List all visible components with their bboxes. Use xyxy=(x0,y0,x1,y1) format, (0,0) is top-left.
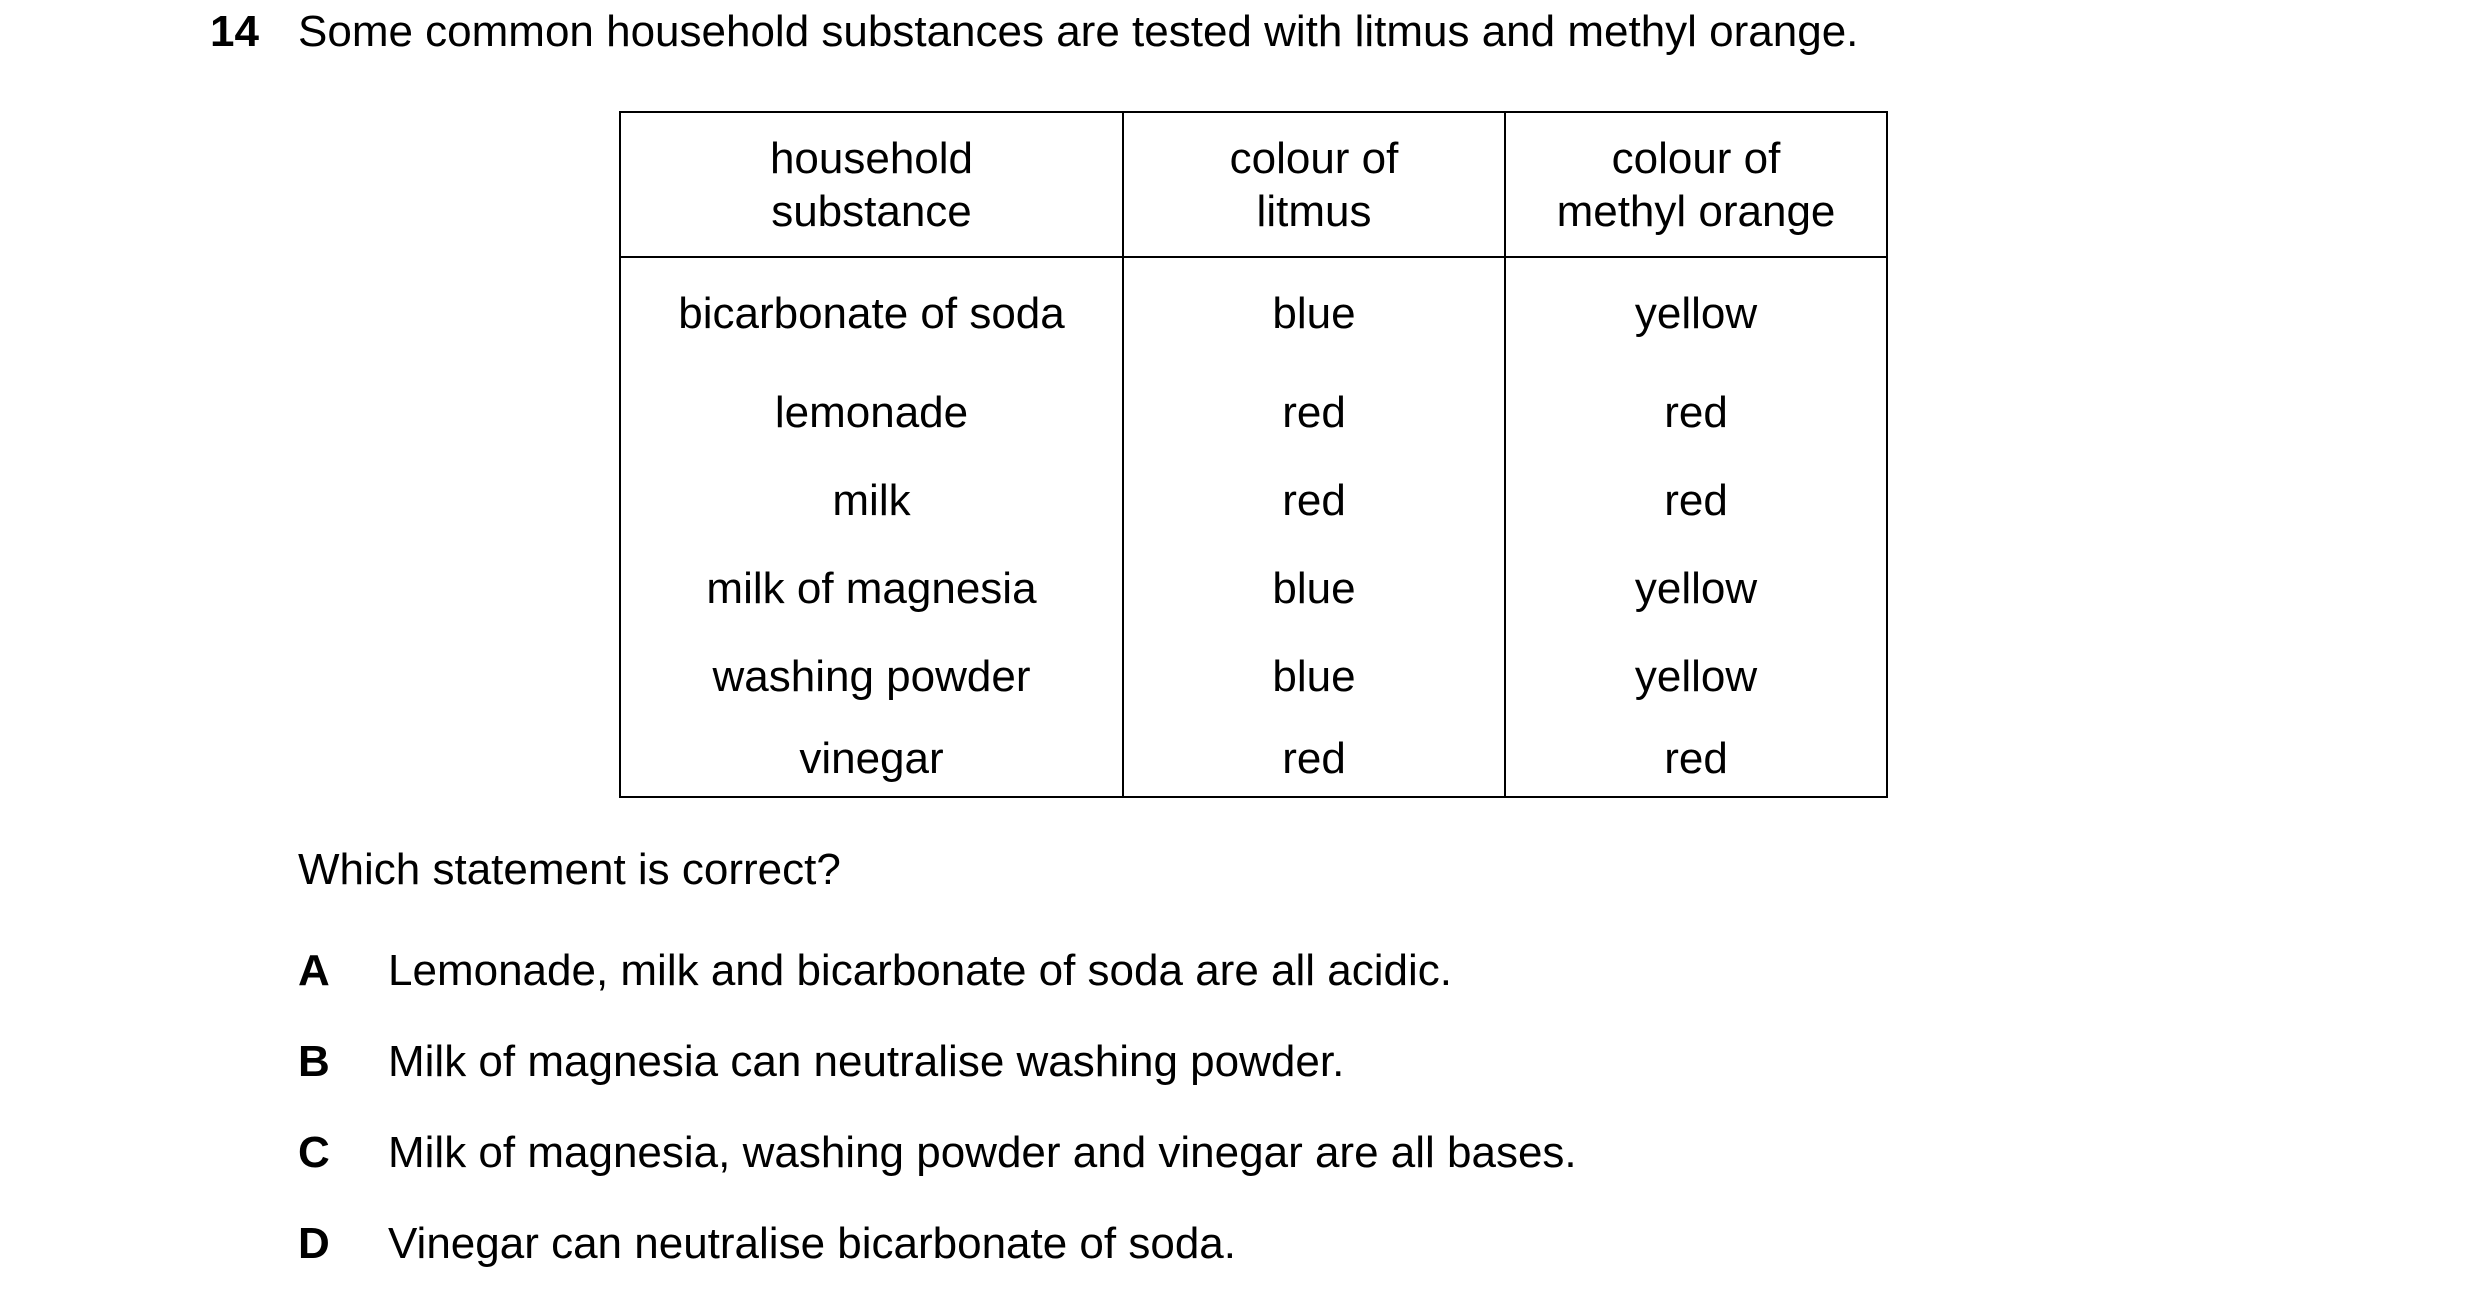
litmus-cell: blue xyxy=(1123,632,1505,720)
methyl-orange-cell: red xyxy=(1505,720,1887,797)
substance-cell: washing powder xyxy=(620,632,1123,720)
header-line: litmus xyxy=(1256,186,1372,236)
methyl-orange-cell: red xyxy=(1505,456,1887,544)
option-c[interactable] xyxy=(298,1123,1577,1183)
option-a[interactable] xyxy=(298,941,1452,1001)
litmus-cell: red xyxy=(1123,456,1505,544)
header-line: household xyxy=(769,133,974,183)
litmus-cell: blue xyxy=(1123,257,1505,368)
substance-cell: bicarbonate of soda xyxy=(620,257,1123,368)
question-stem: Some common household substances are tested with litmus and methyl orange. xyxy=(298,7,1859,56)
table-header-row xyxy=(620,112,1887,257)
option-text: Vinegar can neutralise bicarbonate of soda. xyxy=(388,1219,1236,1268)
question-prompt: Which statement is correct? xyxy=(298,845,841,894)
table-row xyxy=(620,632,1887,720)
header-line: methyl orange xyxy=(1556,186,1836,236)
table-row xyxy=(620,257,1887,368)
substance-cell: lemonade xyxy=(620,368,1123,456)
table-row xyxy=(620,720,1887,797)
methyl-orange-cell: yellow xyxy=(1505,257,1887,368)
litmus-cell: red xyxy=(1123,720,1505,797)
header-household-substance xyxy=(620,112,1123,257)
methyl-orange-cell: red xyxy=(1505,368,1887,456)
header-line: colour of xyxy=(1229,133,1399,183)
litmus-cell: red xyxy=(1123,368,1505,456)
indicator-results-table xyxy=(619,111,1888,798)
substance-cell: milk xyxy=(620,456,1123,544)
option-d[interactable] xyxy=(298,1214,1236,1274)
option-letter: D xyxy=(298,1219,330,1268)
question-number: 14 xyxy=(210,7,259,56)
option-text: Milk of magnesia, washing powder and vinegar are all bases. xyxy=(388,1128,1577,1177)
table-row xyxy=(620,456,1887,544)
header-colour-of-litmus xyxy=(1123,112,1505,257)
header-line: substance xyxy=(771,186,972,236)
methyl-orange-cell: yellow xyxy=(1505,544,1887,632)
table-row xyxy=(620,368,1887,456)
option-text: Lemonade, milk and bicarbonate of soda are all acidic. xyxy=(388,946,1452,995)
option-b[interactable] xyxy=(298,1032,1344,1092)
header-colour-of-methyl-orange xyxy=(1505,112,1887,257)
litmus-cell: blue xyxy=(1123,544,1505,632)
option-letter: A xyxy=(298,946,330,995)
substance-cell: milk of magnesia xyxy=(620,544,1123,632)
option-letter: C xyxy=(298,1128,330,1177)
methyl-orange-cell: yellow xyxy=(1505,632,1887,720)
substance-cell: vinegar xyxy=(620,720,1123,797)
header-line: colour of xyxy=(1611,133,1781,183)
table-row xyxy=(620,544,1887,632)
option-text: Milk of magnesia can neutralise washing powder. xyxy=(388,1037,1345,1086)
option-letter: B xyxy=(298,1037,330,1086)
